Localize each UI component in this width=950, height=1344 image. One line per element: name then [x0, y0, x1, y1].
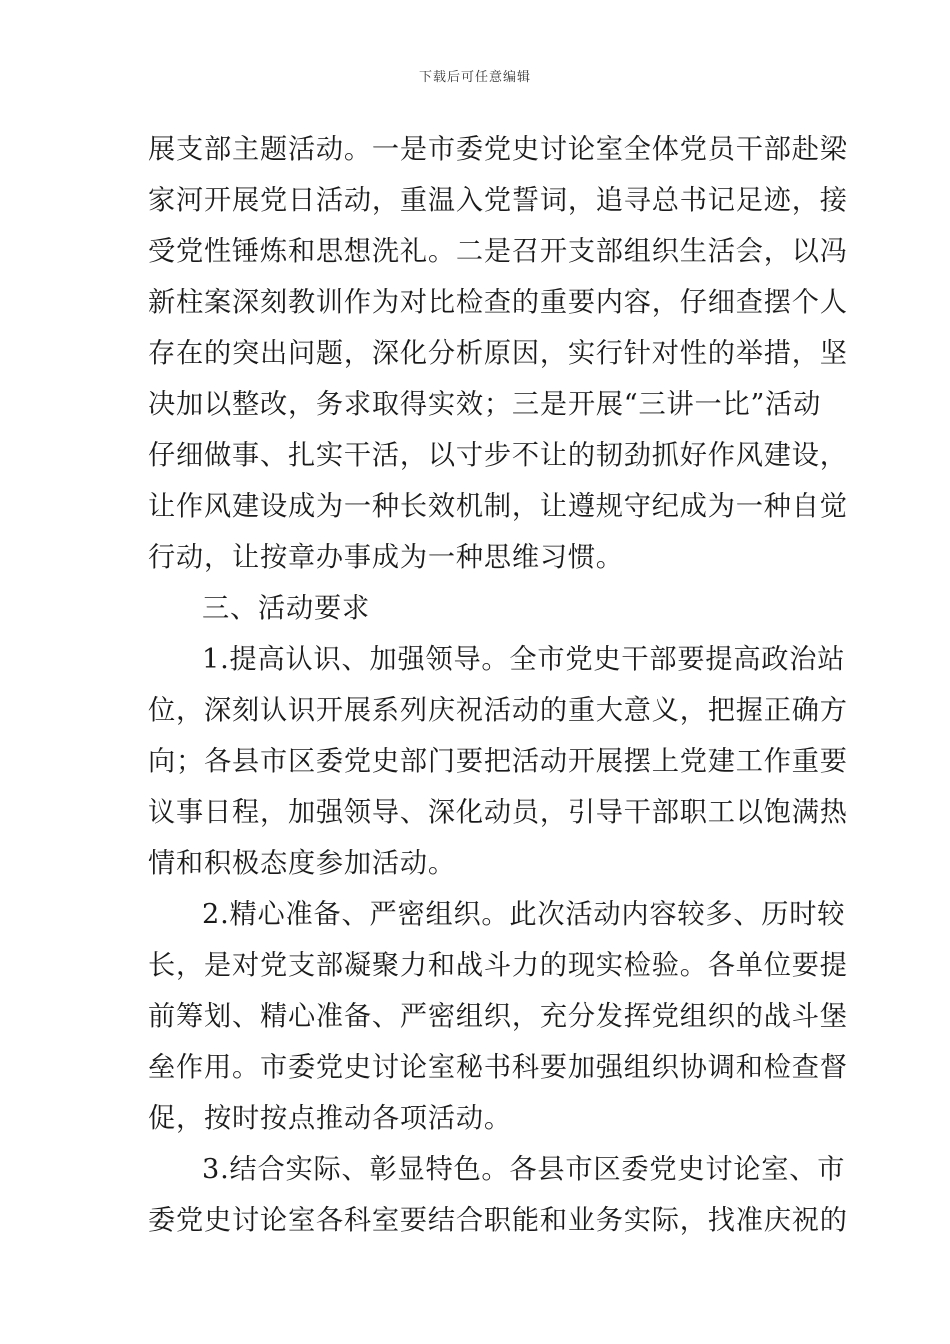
text-line: 受党性锤炼和思想洗礼。二是召开支部组织生活会，以冯	[148, 236, 848, 267]
text-line: 委党史讨论室各科室要结合职能和业务实际，找准庆祝的	[148, 1205, 848, 1236]
text-line: 议事日程，加强领导、深化动员，引导干部职工以饱满热	[148, 797, 848, 828]
text-line: 向；各县市区委党史部门要把活动开展摆上党建工作重要	[148, 746, 848, 777]
text-line: 2.精心准备、严密组织。此次活动内容较多、历时较	[202, 899, 846, 930]
text-line: 前筹划、精心准备、严密组织，充分发挥党组织的战斗堡	[148, 1001, 848, 1032]
text-line: 促，按时按点推动各项活动。	[148, 1103, 512, 1134]
text-line: 家河开展党日活动，重温入党誓词，追寻总书记足迹，接	[148, 185, 848, 216]
document-body	[148, 124, 848, 1246]
text-line: 仔细做事、扎实干活，以寸步不让的韧劲抓好作风建设，	[148, 440, 848, 471]
page-header-note: 下载后可任意编辑	[418, 70, 531, 85]
text-line: 行动，让按章办事成为一种思维习惯。	[148, 542, 624, 573]
text-line: 让作风建设成为一种长效机制，让遵规守纪成为一种自觉	[148, 491, 848, 522]
section-heading: 三、活动要求	[202, 593, 370, 624]
text-line: 1.提高认识、加强领导。全市党史干部要提高政治站	[202, 644, 846, 675]
text-line: 决加以整改，务求取得实效；三是开展“三讲一比”活动	[148, 389, 822, 420]
text-line: 垒作用。市委党史讨论室秘书科要加强组织协调和检查督	[148, 1052, 848, 1083]
text-line: 情和积极态度参加活动。	[148, 848, 456, 879]
text-line: 位，深刻认识开展系列庆祝活动的重大意义，把握正确方	[148, 695, 848, 726]
text-line: 展支部主题活动。一是市委党史讨论室全体党员干部赴梁	[148, 134, 848, 165]
text-line: 长，是对党支部凝聚力和战斗力的现实检验。各单位要提	[148, 950, 848, 981]
text-line: 新柱案深刻教训作为对比检查的重要内容，仔细查摆个人	[148, 287, 848, 318]
text-line: 3.结合实际、彰显特色。各县市区委党史讨论室、市	[202, 1154, 846, 1185]
text-line: 存在的突出问题，深化分析原因，实行针对性的举措，坚	[148, 338, 848, 369]
